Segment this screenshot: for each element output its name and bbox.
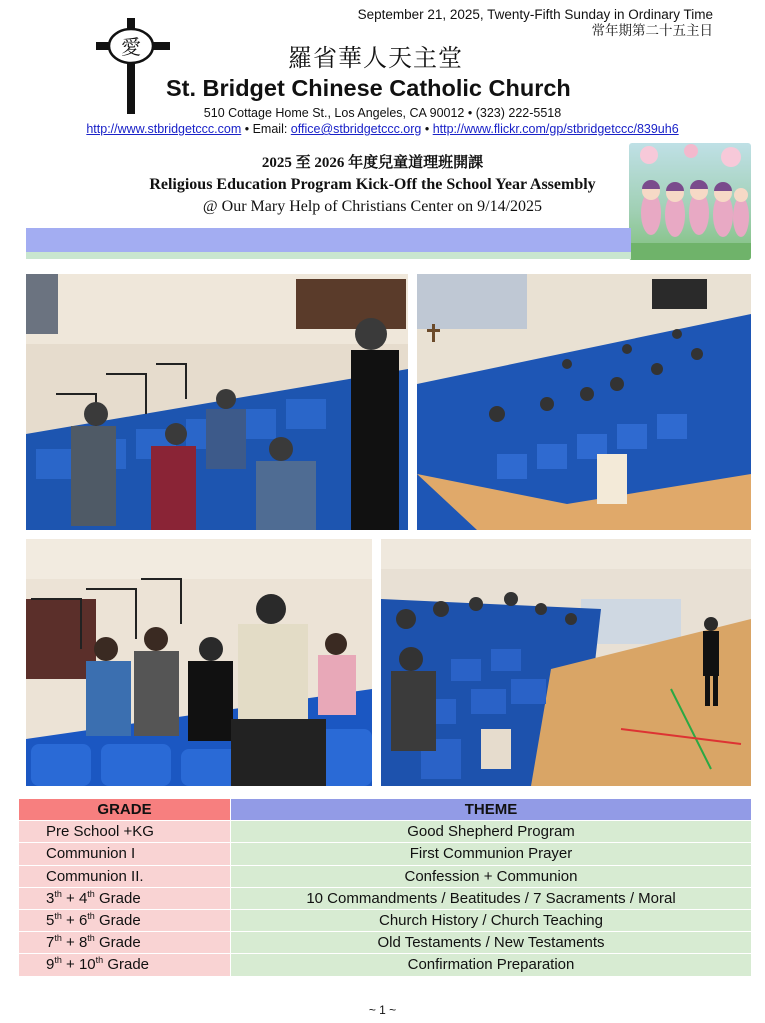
grade-mid: + 10 — [61, 956, 96, 974]
title-banner — [26, 228, 631, 252]
page-number: ~ 1 ~ — [368, 1003, 397, 1017]
grade-cell: Communion II. — [19, 865, 231, 887]
logo-glyph: 愛 — [121, 35, 141, 59]
theme-cell: Church History / Church Teaching — [231, 909, 752, 931]
theme-cell: 10 Commandments / Beatitudes / 7 Sacraments / Moral — [231, 887, 752, 909]
email-label: • Email: — [241, 122, 291, 136]
ordinal-suffix: th — [54, 911, 62, 922]
grade-cell: Pre School +KG — [19, 821, 231, 843]
ordinal-suffix: th — [54, 888, 62, 899]
grade-mid: + 8 — [61, 934, 88, 952]
table-row — [19, 909, 752, 931]
children-illustration — [629, 143, 751, 260]
table-row — [19, 865, 752, 887]
ordinal-suffix: th — [87, 888, 95, 899]
ordinal-suffix: th — [87, 933, 95, 944]
table-row — [19, 887, 752, 909]
bulletin-date — [358, 7, 713, 39]
photo-families-seated — [26, 539, 372, 786]
church-address: 510 Cottage Home St., Los Angeles, CA 90012 • (323) 222-5518 — [203, 106, 562, 120]
ordinal-suffix: th — [87, 911, 95, 922]
grade-start: 5 — [46, 912, 55, 930]
ordinal-suffix: th — [54, 955, 62, 966]
grade-mid: + 6 — [61, 912, 88, 930]
grade-cell — [19, 887, 231, 909]
flickr-link[interactable]: http://www.flickr.com/gp/stbridgetccc/839uh6 — [432, 122, 679, 136]
contact-line — [0, 122, 765, 136]
grade-cell — [19, 909, 231, 931]
grade-cell: Communion I — [19, 843, 231, 865]
grade-start: 7 — [46, 934, 55, 952]
table-header-row — [19, 799, 752, 821]
grade-end: Grade — [103, 956, 150, 974]
church-logo — [92, 18, 174, 114]
grade-start: 9 — [46, 956, 55, 974]
theme-cell: Old Testaments / New Testaments — [231, 932, 752, 954]
grade-end: Grade — [94, 889, 141, 907]
table-row — [19, 954, 752, 976]
table-row — [19, 932, 752, 954]
article-title-english: Religious Education Program Kick-Off the School Year Assembly — [149, 176, 596, 193]
theme-cell: Confirmation Preparation — [231, 954, 752, 976]
grade-cell — [19, 954, 231, 976]
article-title-chinese: 2025 至 2026 年度兒童道理班開課 — [261, 155, 484, 171]
grade-cell — [19, 932, 231, 954]
grade-end: Grade — [94, 912, 141, 930]
ordinal-suffix: th — [95, 955, 104, 966]
title-banner-underline — [26, 252, 631, 259]
grade-column-header: GRADE — [19, 799, 231, 821]
photo-assembly-wide-view — [417, 274, 751, 530]
theme-column-header: THEME — [231, 799, 752, 821]
church-name-chinese: 羅省華人天主堂 — [288, 44, 463, 72]
article-location: @ Our Mary Help of Christians Center on 9/14/2025 — [202, 198, 543, 215]
theme-cell: Good Shepherd Program — [231, 821, 752, 843]
date-chinese: 常年期第二十五主日 — [591, 23, 713, 38]
email-link[interactable]: office@stbridgetccc.org — [290, 122, 422, 136]
link-separator: • — [421, 122, 433, 136]
ordinal-suffix: th — [54, 933, 62, 944]
theme-cell: First Communion Prayer — [231, 843, 752, 865]
table-row — [19, 821, 752, 843]
grade-end: Grade — [94, 934, 141, 952]
theme-cell: Confession + Communion — [231, 865, 752, 887]
website-link[interactable]: http://www.stbridgetccc.com — [86, 122, 242, 136]
article-heading — [120, 152, 625, 218]
date-english: September 21, 2025, Twenty-Fifth Sunday in Ordinary Time — [357, 7, 713, 22]
grade-mid: + 4 — [61, 889, 88, 907]
grade-start: 3 — [46, 889, 55, 907]
photo-assembly-bleachers-left — [26, 274, 408, 530]
church-name-english: St. Bridget Chinese Catholic Church — [166, 75, 571, 101]
curriculum-table — [18, 798, 752, 977]
photo-gym-assembly — [381, 539, 751, 786]
table-row — [19, 843, 752, 865]
